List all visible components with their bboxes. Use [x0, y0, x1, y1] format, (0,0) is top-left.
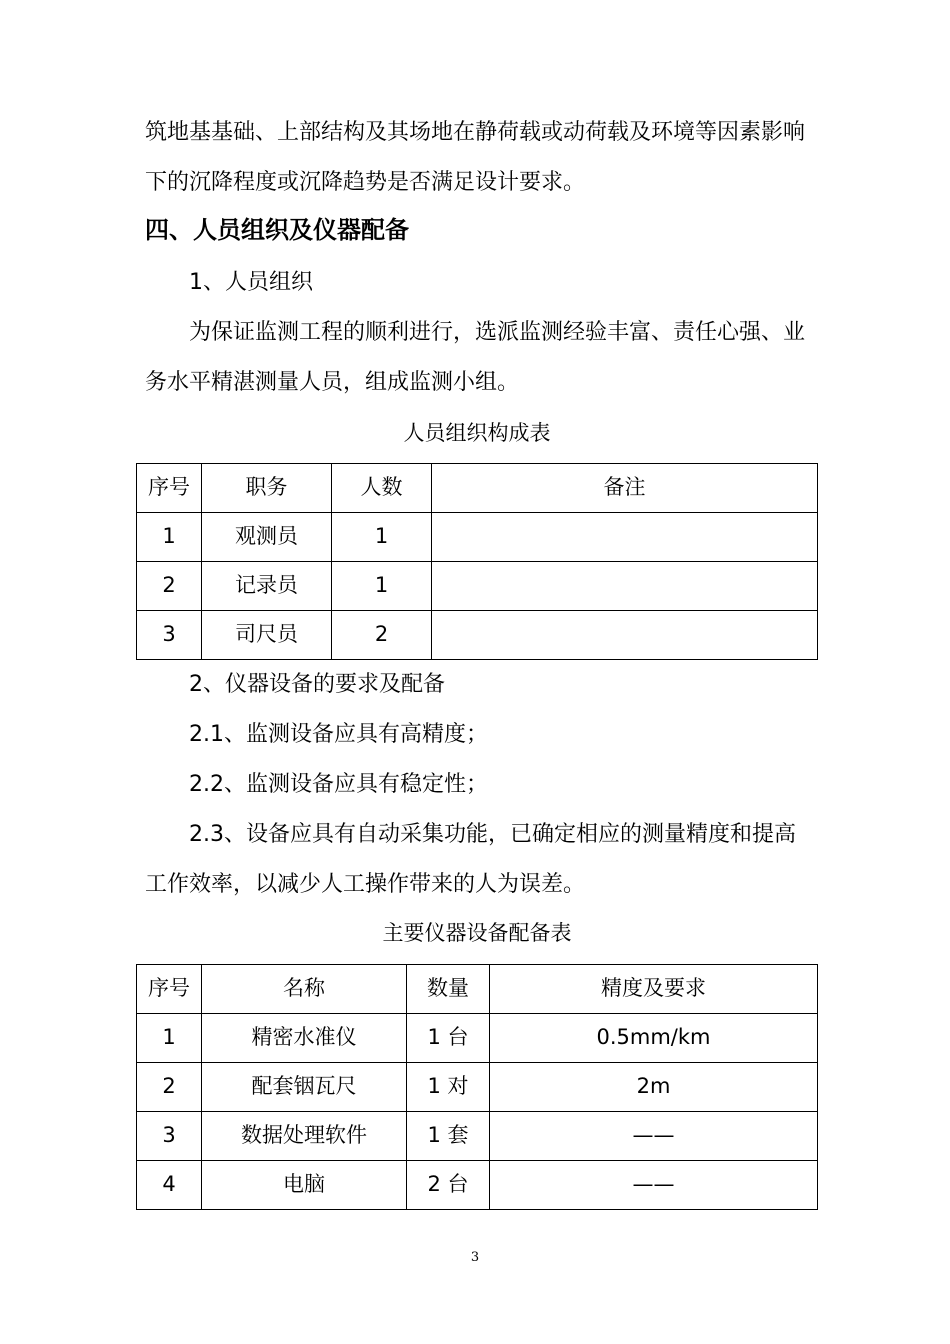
header-cell: 精度及要求 — [490, 965, 818, 1014]
staff-table — [136, 463, 818, 660]
table-cell: 电脑 — [202, 1161, 407, 1210]
table-cell: 1 台 — [407, 1014, 490, 1063]
table-cell: —— — [490, 1112, 818, 1161]
header-cell: 数量 — [407, 965, 490, 1014]
header-cell: 人数 — [332, 464, 432, 513]
table-cell: 2 台 — [407, 1161, 490, 1210]
equipment-table-caption: 主要仪器设备配备表 — [382, 921, 572, 945]
table-row — [137, 1063, 818, 1112]
table-cell: 精密水准仪 — [202, 1014, 407, 1063]
subheading-staff: 1、人员组织 — [189, 270, 313, 295]
header-cell: 备注 — [432, 464, 818, 513]
paragraph-line: 下的沉降程度或沉降趋势是否满足设计要求。 — [145, 170, 586, 195]
staff-table-caption: 人员组织构成表 — [403, 421, 551, 445]
table-row — [137, 1161, 818, 1210]
table-cell: 4 — [137, 1161, 202, 1210]
table-cell: 1 — [332, 513, 432, 562]
header-cell: 名称 — [202, 965, 407, 1014]
table-cell: 记录员 — [202, 562, 332, 611]
table-cell: 1 — [332, 562, 432, 611]
table-cell: 1 对 — [407, 1063, 490, 1112]
subheading-equipment: 2、仪器设备的要求及配备 — [189, 672, 445, 697]
table-cell: —— — [490, 1161, 818, 1210]
table-cell: 1 — [137, 1014, 202, 1063]
table-cell — [432, 611, 818, 660]
table-header-row — [137, 965, 818, 1014]
requirement-line: 2.2、监测设备应具有稳定性； — [189, 772, 488, 797]
paragraph-line: 务水平精湛测量人员，组成监测小组。 — [145, 370, 520, 395]
table-cell: 3 — [137, 1112, 202, 1161]
table-row — [137, 611, 818, 660]
table-cell: 2m — [490, 1063, 818, 1112]
table-cell: 1 — [137, 513, 202, 562]
requirement-line: 工作效率，以减少人工操作带来的人为误差。 — [145, 872, 586, 897]
table-cell: 数据处理软件 — [202, 1112, 407, 1161]
table-row — [137, 1014, 818, 1063]
table-cell: 司尺员 — [202, 611, 332, 660]
table-cell: 0.5mm/km — [490, 1014, 818, 1063]
requirement-line: 2.3、设备应具有自动采集功能，已确定相应的测量精度和提高 — [189, 822, 796, 847]
table-row — [137, 562, 818, 611]
requirement-line: 2.1、监测设备应具有高精度； — [189, 722, 488, 747]
table-row — [137, 513, 818, 562]
table-cell: 配套铟瓦尺 — [202, 1063, 407, 1112]
table-cell: 2 — [332, 611, 432, 660]
table-header-row — [137, 464, 818, 513]
table-cell — [432, 513, 818, 562]
table-cell: 1 套 — [407, 1112, 490, 1161]
page-number: 3 — [470, 1250, 480, 1265]
section-heading: 四、人员组织及仪器配备 — [145, 216, 409, 244]
table-cell: 2 — [137, 562, 202, 611]
table-cell: 观测员 — [202, 513, 332, 562]
equipment-table — [136, 964, 818, 1210]
header-cell: 序号 — [137, 464, 202, 513]
table-cell: 2 — [137, 1063, 202, 1112]
table-cell: 3 — [137, 611, 202, 660]
table-row — [137, 1112, 818, 1161]
paragraph-line: 筑地基基础、上部结构及其场地在静荷载或动荷载及环境等因素影响 — [145, 120, 806, 145]
header-cell: 序号 — [137, 965, 202, 1014]
table-cell — [432, 562, 818, 611]
paragraph-line: 为保证监测工程的顺利进行，选派监测经验丰富、责任心强、业 — [189, 320, 806, 345]
header-cell: 职务 — [202, 464, 332, 513]
